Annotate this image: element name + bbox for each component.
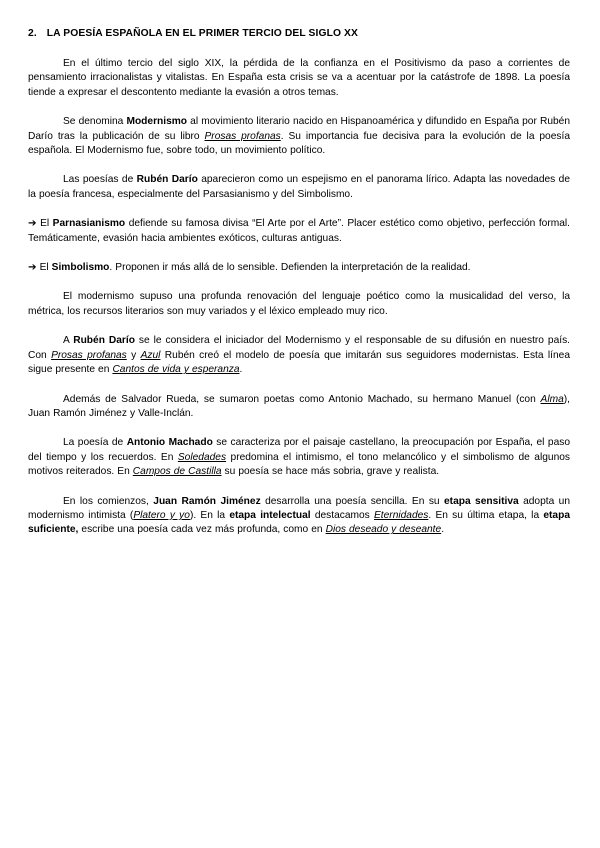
paragraph-ruben-dario-influences: Las poesías de Rubén Darío aparecieron como un espejismo en el panorama lírico. Adapta las novedades de la poesía francesa, especialmente del Parsasianismo y del Simbolismo. (28, 174, 571, 200)
book-title: Campos de Castilla (132, 466, 222, 478)
section-number: 2. (28, 28, 37, 39)
book-title: Dios deseado y deseante (325, 524, 442, 536)
paragraph-ruben-dario-iniciador: A Rubén Darío se le considera el iniciador del Modernismo y el responsable de su difusión en nuestro país. Con Prosas profanas y Azul Rubén creó el modelo de poesía que imitarán sus seguidores modernistas. Esta línea sigue presente en Cantos de vida y esperanza. (28, 335, 571, 376)
paragraph-juan-ramon-jimenez: En los comienzos, Juan Ramón Jiménez desarrolla una poesía sencilla. En su etapa sensitiva adopta un modernismo intimista (Platero y yo). En la etapa intelectual destacamos Eternidades. En su última etapa, la etapa suficiente, escribe una poesía cada vez más profunda, como en Dios deseado y deseante. (28, 495, 571, 536)
book-title: Prosas profanas (204, 130, 281, 142)
paragraph-antonio-machado: La poesía de Antonio Machado se caracteriza por el paisaje castellano, la preocupación por España, el paso del tiempo y los recuerdos. En Soledades predomina el intimismo, el tono melancólico y el simbolismo de algunos motivos reiterados. En Campos de Castilla su poesía se hace más sobria, grave y realista. (28, 437, 570, 478)
book-title: Prosas profanas (51, 349, 127, 361)
book-title: Soledades (177, 451, 227, 463)
paragraph-otros-poetas: Además de Salvador Rueda, se sumaron poetas como Antonio Machado, su hermano Manuel (con Alma), Juan Ramón Jiménez y Valle-Inclán. (28, 393, 570, 419)
paragraph-parnasianismo: ➔ El Parnasianismo defiende su famosa divisa “El Arte por el Arte”. Placer estético como objetivo, perfección formal. Temáticamente, evasión hacia ambientes exóticos, culturas antiguas. (28, 218, 570, 244)
book-title: Cantos de vida y esperanza (112, 364, 240, 376)
book-title: Alma (540, 393, 564, 405)
arrow-icon: ➔ (28, 262, 37, 274)
paragraph-renovacion: El modernismo supuso una profunda renovación del lenguaje poético como la musicalidad del verso, la métrica, los recursos literarios son muy variados y el léxico empleado muy rico. (28, 291, 570, 317)
book-title: Azul (140, 349, 161, 361)
arrow-icon: ➔ (28, 218, 37, 230)
paragraph-simbolismo: ➔ El Simbolismo. Proponen ir más allá de lo sensible. Defienden la interpretación de la realidad. (28, 262, 471, 274)
book-title: Eternidades (374, 509, 429, 521)
section-title: LA POESÍA ESPAÑOLA EN EL PRIMER TERCIO DEL SIGLO XX (46, 28, 358, 39)
paragraph-modernismo-definition: Se denomina Modernismo al movimiento literario nacido en Hispanoamérica y difundido en España por Rubén Darío tras la publicación de su libro Prosas profanas. Su importancia fue decisiva para la evolución de la poesía española. El Modernismo fue, sobre todo, un movimiento político. (28, 116, 570, 157)
paragraph-context: En el último tercio del siglo XIX, la pérdida de la confianza en el Positivismo da paso a corrientes de pensamiento irracionalistas y vitalistas. En España esta crisis se va a acentuar por la catástrofe de 1898. La poesía tiende a expresar el descontento mediante la evasión a otros temas. (28, 58, 570, 98)
section-heading (28, 27, 570, 41)
book-title: Platero y yo (133, 509, 190, 521)
